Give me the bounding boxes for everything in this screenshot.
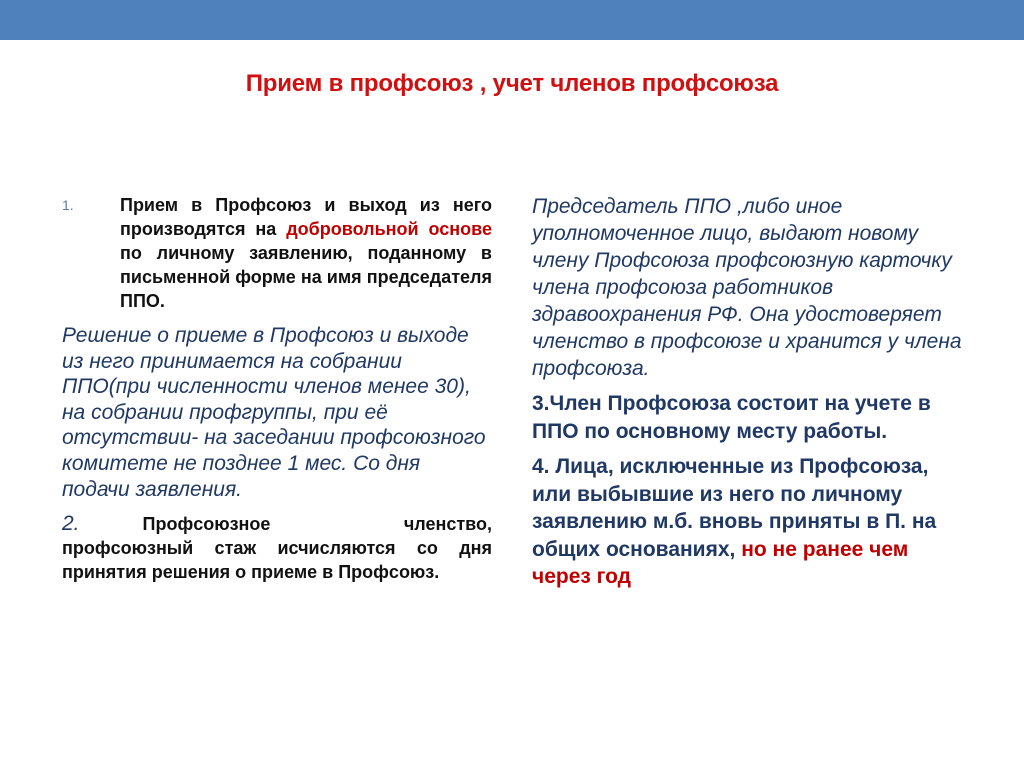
item4-text-a: 4. Лица, исключенные из Профсоюза, или выбывшие из него по личному заявлению м.б. вновь приняты в П. на общих основаниях,: [532, 455, 937, 561]
list-item-1-number: 1.: [62, 197, 74, 213]
list-item-3: 3.Член Профсоюза состоит на учете в ППО по основному месту работы.: [532, 392, 931, 443]
decision-paragraph: Решение о приеме в Профсоюз и выходе из него принимается на собрании ППО(при численности членов менее 30), на собрании профгруппы, при её отсутствии- на заседании профсоюзного комитете не позднее 1 мес. Со дня подачи заявления.: [62, 324, 486, 501]
item1-text-highlight: добровольной основе: [286, 219, 492, 239]
left-column: [62, 193, 492, 584]
item1-text-a: Прием в Профсоюз и выход из него производятся на: [120, 195, 492, 239]
top-accent-bar: [0, 0, 1024, 40]
slide-title: Прием в профсоюз , учет членов профсоюза: [245, 70, 779, 97]
list-item-2-number: 2.: [62, 512, 80, 536]
list-item-2-text: Профсоюзное членство, профсоюзный стаж исчисляются со дня принятия решения о приеме в Профсоюз.: [62, 514, 492, 583]
list-item-2: [62, 512, 492, 584]
list-item-1: [62, 193, 492, 313]
list-item-2-spacer: [80, 514, 143, 534]
item1-text-b: по личному заявлению, поданному в письменной форме на имя председателя ППО.: [120, 243, 492, 311]
chairman-paragraph: Председатель ППО ,либо иное уполномоченное лицо, выдают новому члену Профсоюза профсоюзную карточку члена профсоюза работников здравоохранения РФ. Она удостоверяет членство в профсоюзе и хранится у члена профсоюза.: [532, 195, 962, 380]
list-item-4: [532, 453, 972, 591]
item4-text-highlight: но не ранее чем через год: [532, 537, 909, 588]
right-column: [532, 193, 972, 591]
list-item-1-text: [120, 193, 492, 313]
